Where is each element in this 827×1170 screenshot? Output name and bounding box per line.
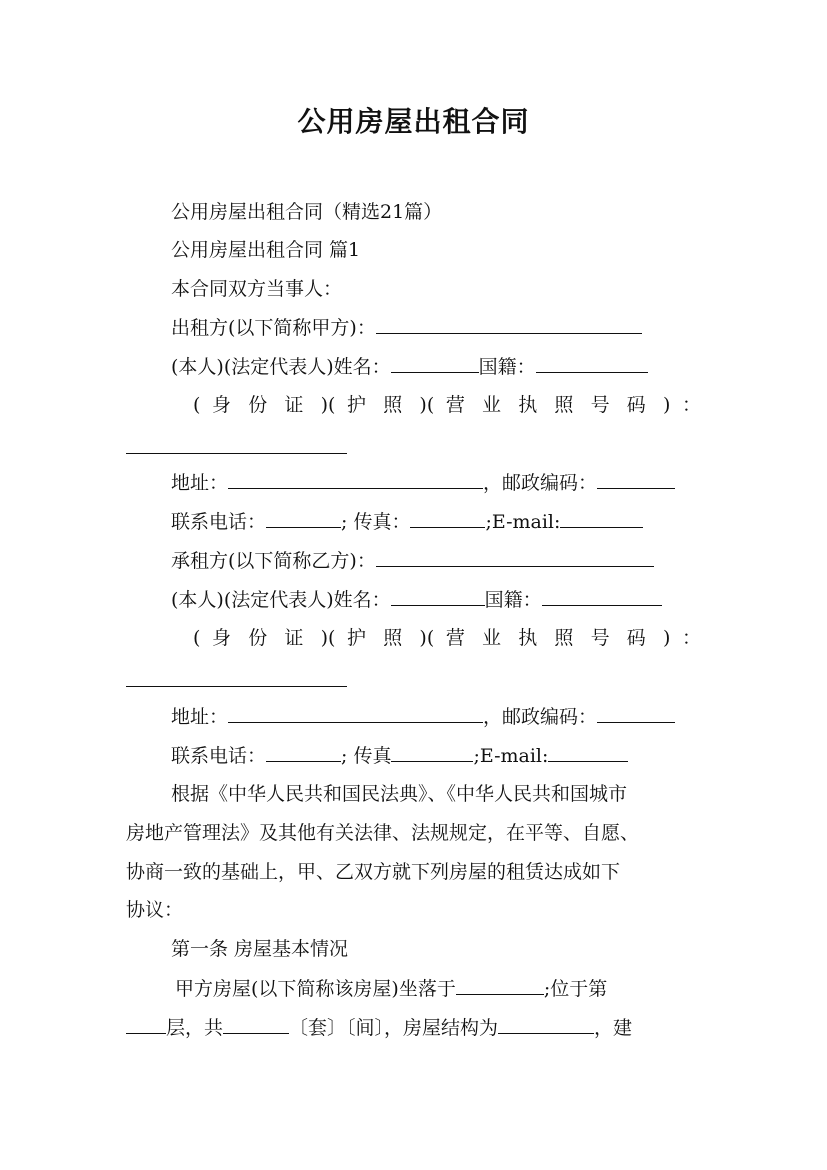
lessor-fax-label: ; 传真： <box>341 511 411 533</box>
lessee-id-blank <box>126 685 347 687</box>
lessee-postcode-label: ，邮政编码： <box>483 706 598 728</box>
lessor-id-blank <box>126 452 347 454</box>
lessee-postcode-blank <box>597 704 675 723</box>
lessor-address-blank <box>228 470 483 489</box>
subtitle: 公用房屋出租合同（精选21篇） <box>171 201 443 223</box>
article-1-floor-blank <box>126 1015 166 1034</box>
lessor-line <box>171 315 642 340</box>
section-heading: 公用房屋出租合同 篇1 <box>171 239 361 261</box>
article-1-floor-label: ;位于第 <box>543 978 608 1000</box>
lessee-name-blank <box>376 548 654 567</box>
lessee-nationality-blank <box>542 587 662 606</box>
basis-paragraph-line-4: 协议： <box>126 899 184 921</box>
lessor-person-blank <box>391 354 479 373</box>
lessee-label: 承租方(以下简称乙方)： <box>171 550 376 572</box>
article-1-build-label: ，建 <box>594 1017 633 1039</box>
lessor-label: 出租方(以下简称甲方)： <box>171 317 376 339</box>
lessee-phone-label: 联系电话： <box>171 745 267 767</box>
lessor-id-line: ( 身 份 证 )( 护 照 )( 营 业 执 照 号 码 ) ： <box>193 394 701 416</box>
article-1-line-2 <box>126 1015 632 1040</box>
lessor-name-blank <box>376 315 642 334</box>
parties-intro: 本合同双方当事人： <box>171 278 343 300</box>
lessee-address-line <box>171 704 675 729</box>
document-title: 公用房屋出租合同 <box>297 105 530 138</box>
lessor-email-blank <box>560 509 643 528</box>
lessee-name-label: (本人)(法定代表人)姓名： <box>171 589 391 611</box>
lessee-fax-label: ; 传真 <box>341 745 392 767</box>
lessee-person-line <box>171 587 662 612</box>
lessee-nationality-label: 国籍： <box>484 589 542 611</box>
lessor-address-label: 地址： <box>171 472 229 494</box>
article-1-location-blank <box>456 976 544 995</box>
lessor-fax-blank <box>410 509 485 528</box>
article-1-title: 第一条 房屋基本情况 <box>171 938 349 960</box>
article-1-location-label: 甲方房屋(以下简称该房屋)坐落于 <box>175 978 456 1000</box>
lessee-email-blank <box>548 743 628 762</box>
lessor-email-label: ;E-mail: <box>485 511 561 533</box>
basis-paragraph-line-1: 根据《中华人民共和国民法典》、《中华人民共和国城市 <box>171 783 628 805</box>
lessor-person-line <box>171 354 648 379</box>
lessor-phone-blank <box>266 509 341 528</box>
lessee-address-blank <box>228 704 483 723</box>
lessee-id-line: ( 身 份 证 )( 护 照 )( 营 业 执 照 号 码 ) ： <box>193 627 701 649</box>
lessor-nationality-label: 国籍： <box>478 356 536 378</box>
lessee-person-blank <box>391 587 485 606</box>
lessor-postcode-label: ，邮政编码： <box>483 472 598 494</box>
article-1-line-1 <box>175 976 607 1001</box>
lessor-postcode-blank <box>597 470 675 489</box>
lessee-email-label: ;E-mail: <box>473 745 549 767</box>
lessee-line <box>171 548 654 573</box>
lessee-address-label: 地址： <box>171 706 229 728</box>
basis-paragraph-line-2: 房地产管理法》及其他有关法律、法规规定，在平等、自愿、 <box>126 822 640 844</box>
article-1-total-label: 层，共 <box>166 1017 224 1039</box>
lessee-fax-blank <box>391 743 473 762</box>
lessee-phone-blank <box>266 743 341 762</box>
basis-paragraph-line-3: 协商一致的基础上，甲、乙双方就下列房屋的租赁达成如下 <box>126 861 621 883</box>
article-1-structure-label: 〔套〕〔间〕，房屋结构为 <box>289 1017 499 1039</box>
lessor-phone-label: 联系电话： <box>171 511 267 533</box>
lessee-contact-line <box>171 743 628 768</box>
lessor-nationality-blank <box>536 354 648 373</box>
lessor-address-line <box>171 470 675 495</box>
article-1-structure-blank <box>498 1015 594 1034</box>
lessor-contact-line <box>171 509 643 534</box>
article-1-units-blank <box>223 1015 289 1034</box>
lessor-name-label: (本人)(法定代表人)姓名： <box>171 356 391 378</box>
